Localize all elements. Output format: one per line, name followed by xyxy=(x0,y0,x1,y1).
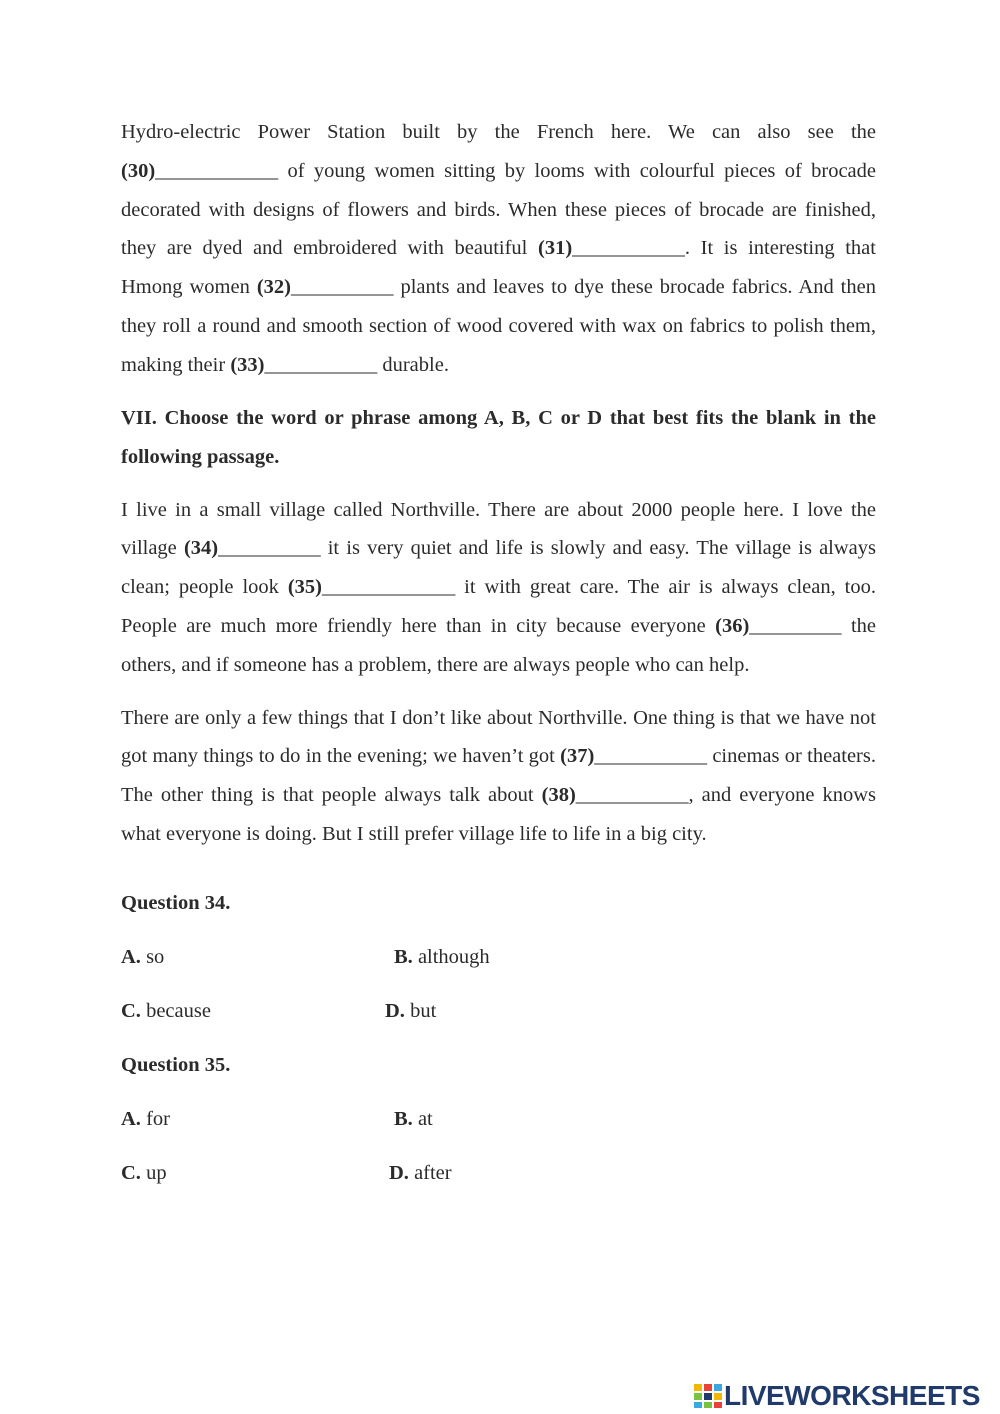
blank-32-number: (32) xyxy=(256,276,291,299)
blank-30-number: (30) xyxy=(121,159,156,182)
option-text: although xyxy=(417,945,490,968)
blank-37-number: (37) xyxy=(560,745,595,768)
question-35-option-a[interactable] xyxy=(121,1107,170,1131)
passage-segment-31: ___________. It is interesting that Hmong women xyxy=(121,237,876,299)
question-35-label: Question 35. xyxy=(121,1053,231,1076)
worksheet-page xyxy=(121,113,876,1185)
section-heading: VII. Choose the word or phrase among A, B, C or D that best fits the blank in the following passage. xyxy=(121,406,876,468)
passage-paragraph-2 xyxy=(121,699,876,854)
question-34-label: Question 34. xyxy=(121,891,231,914)
blank-35-number: (35) xyxy=(287,576,322,599)
option-text: up xyxy=(146,1161,167,1184)
p2-text-2: ___________ cinemas or theaters. The other thing is that people always talk about xyxy=(121,745,876,807)
blank-31-number: (31) xyxy=(538,237,573,260)
question-34-option-a[interactable] xyxy=(121,945,164,969)
question-34-options-row-2 xyxy=(121,999,876,1023)
option-text: at xyxy=(417,1107,433,1130)
question-35-option-d[interactable] xyxy=(389,1161,452,1185)
option-letter: C. xyxy=(121,999,141,1022)
blank-34-number: (34) xyxy=(183,537,219,560)
option-letter: C. xyxy=(121,1161,141,1184)
option-letter: B. xyxy=(394,945,413,968)
question-34-options-row-1 xyxy=(121,945,876,969)
option-letter: A. xyxy=(121,945,141,968)
option-text: after xyxy=(414,1161,452,1184)
p1-text-3: _____________ it with great care. The air is always clean, too. People are much more friendly here than in city because everyone xyxy=(121,576,877,637)
passage-segment-30: ____________ of young women sitting by looms with colourful pieces of brocade decorated with designs of flowers and birds. When these pieces of brocade are finished, they are dyed and embroidered with beautiful xyxy=(121,159,876,260)
passage-continued xyxy=(121,113,876,385)
blank-36-number: (36) xyxy=(715,614,750,637)
p1-text-1: I live in a small village called Northville. There are about 2000 people here. I love the village xyxy=(121,498,876,560)
worksheet-grid-icon xyxy=(694,1384,722,1408)
question-35-option-c[interactable] xyxy=(121,1161,167,1185)
p1-text-2: __________ it is very quiet and life is slowly and easy. The village is always clean; people look xyxy=(121,537,876,599)
passage-segment-32: __________ plants and leaves to dye these brocade fabrics. And then they roll a round and smooth section of wood covered with wax on fabrics to polish them, making their xyxy=(121,276,876,376)
question-35-options-row-1 xyxy=(121,1107,876,1131)
option-letter: D. xyxy=(385,999,405,1022)
p1-text-4: _________ the others, and if someone has a problem, there are always people who can help. xyxy=(121,614,877,676)
passage-line-1: Hydro-electric Power Station built by the French here. We can also see the xyxy=(121,121,876,143)
option-letter: B. xyxy=(394,1107,413,1130)
option-text: for xyxy=(146,1107,170,1130)
question-34-option-c[interactable] xyxy=(121,999,211,1023)
question-34-option-b[interactable] xyxy=(394,945,490,969)
question-34-option-d[interactable] xyxy=(385,999,436,1023)
option-letter: A. xyxy=(121,1107,141,1130)
question-35-options-row-2 xyxy=(121,1161,876,1185)
blank-33-number: (33) xyxy=(230,353,265,376)
logo-text: LIVEWORKSHEETS xyxy=(724,1380,980,1411)
option-letter: D. xyxy=(389,1161,409,1184)
p2-text-1: There are only a few things that I don’t like about Northville. One thing is that we have not got many things to do in the evening; we haven’t got xyxy=(121,706,876,768)
option-text: because xyxy=(146,999,211,1022)
p2-text-3: ___________, and everyone knows what everyone is doing. But I still prefer village life to life in a big city. xyxy=(121,784,876,845)
option-text: so xyxy=(146,945,165,968)
passage-paragraph-1 xyxy=(121,491,876,685)
option-text: but xyxy=(410,999,437,1022)
passage-segment-33: ___________ durable. xyxy=(264,353,449,376)
liveworksheets-logo xyxy=(694,1381,980,1411)
question-35-option-b[interactable] xyxy=(394,1107,433,1131)
blank-38-number: (38) xyxy=(541,784,576,807)
